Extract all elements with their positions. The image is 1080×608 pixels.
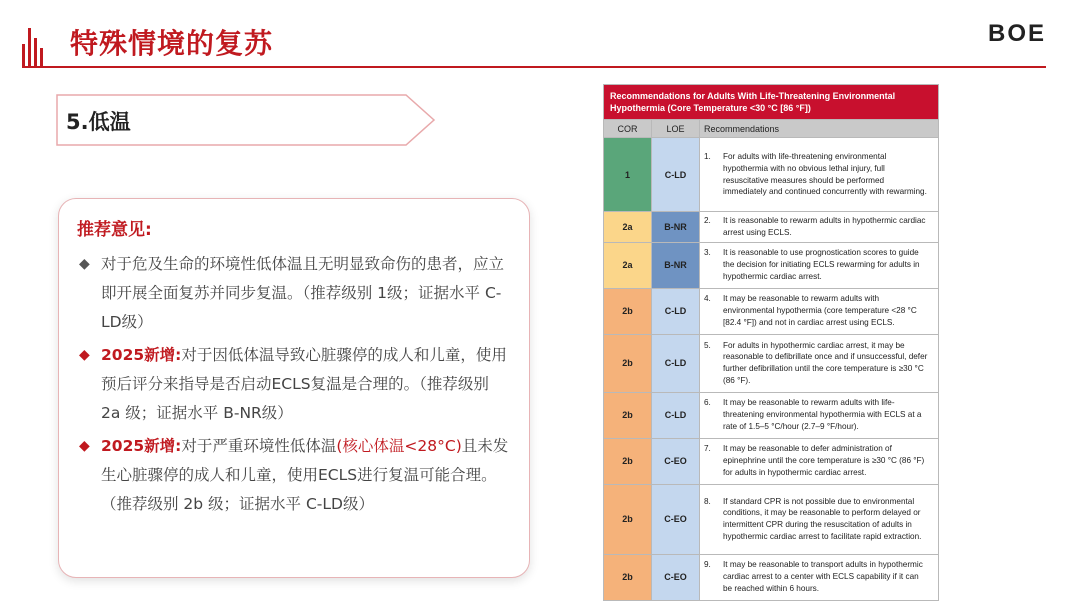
loe-cell: C-EO	[652, 554, 700, 600]
table-row	[604, 334, 939, 392]
loe-cell: B-NR	[652, 242, 700, 288]
new-badge: 2025新增:	[101, 346, 182, 364]
row-text: It may be reasonable to transport adults in hypothermic cardiac arrest to a center with ECLS capability if it can be reached within 6 hours.	[723, 560, 923, 593]
column-header-loe: LOE	[652, 120, 700, 138]
recommendation-cell	[700, 438, 939, 484]
logo-bars-icon	[22, 20, 50, 66]
cor-cell: 2b	[604, 288, 652, 334]
diamond-bullet-icon: ◆	[79, 256, 90, 272]
recommendation-cell	[700, 392, 939, 438]
section-tag	[56, 94, 436, 146]
row-number: 2.	[704, 216, 711, 225]
brand-logo: BOE	[987, 20, 1046, 47]
recommendation-cell	[700, 484, 939, 554]
list-item	[77, 432, 511, 519]
table-row	[604, 212, 939, 243]
highlight-text: (核心体温<28°C)	[336, 437, 462, 455]
loe-cell: C-LD	[652, 138, 700, 212]
row-number: 3.	[704, 248, 711, 258]
loe-cell: B-NR	[652, 212, 700, 243]
loe-cell: C-LD	[652, 288, 700, 334]
cor-cell: 2b	[604, 334, 652, 392]
cor-cell: 2a	[604, 212, 652, 243]
cor-cell: 2b	[604, 438, 652, 484]
recommendation-cell	[700, 288, 939, 334]
row-number: 6.	[704, 398, 711, 408]
recommendation-cell	[700, 554, 939, 600]
item-text: 对于严重环境性低体温	[181, 437, 337, 455]
recommendation-cell	[700, 212, 939, 243]
column-header-cor: COR	[604, 120, 652, 138]
cor-cell: 2a	[604, 242, 652, 288]
cor-cell: 2b	[604, 484, 652, 554]
card-title: 推荐意见:	[77, 220, 152, 240]
row-number: 9.	[704, 560, 711, 570]
loe-cell: C-LD	[652, 334, 700, 392]
row-text: It may be reasonable to rewarm adults with environmental hypothermia (core temperature <28 °C [82.4 °F]) and not in cardiac arrest using ECLS.	[723, 294, 917, 327]
table-row	[604, 484, 939, 554]
item-text: 对于因低体温导致心脏骤停的成人和儿童，使用预后评分来指导是否启动ECLS复温是合理的。（推荐级别 2a 级；证据水平 B-NR级）	[101, 346, 507, 422]
item-text: 对于危及生命的环境性低体温且无明显致命伤的患者，应立即开展全面复苏并同步复温。（推荐级别 1级；证据水平 C-LD级）	[101, 255, 505, 331]
section-label: 5.低温	[66, 110, 131, 134]
row-text: It is reasonable to rewarm adults in hypothermic cardiac arrest using ECLS.	[723, 216, 926, 237]
row-text: It may be reasonable to rewarm adults with life-threatening environmental hypothermia with ECLS at a rate of 1.5–5 °C/hour (2.7–9 °F/hour).	[723, 398, 922, 431]
loe-cell: C-EO	[652, 438, 700, 484]
item-text: 且未发生心脏骤停的成人和儿童，使用ECLS进行复温可能合理。（推荐级别 2b 级；证据水平 C-LD级）	[101, 437, 509, 513]
diamond-bullet-icon: ◆	[79, 347, 90, 363]
loe-cell: C-EO	[652, 484, 700, 554]
column-header-recommendations: Recommendations	[700, 120, 939, 138]
table-caption: Recommendations for Adults With Life-Threatening Environmental Hypothermia (Core Temperature <30 °C [86 °F])	[604, 85, 939, 120]
page-title: 特殊情境的复苏	[70, 27, 274, 60]
row-number: 4.	[704, 294, 711, 304]
cor-cell: 1	[604, 138, 652, 212]
table-row	[604, 392, 939, 438]
table-row	[604, 554, 939, 600]
recommendations-table	[603, 84, 939, 601]
recommendation-card	[58, 198, 530, 578]
cor-cell: 2b	[604, 554, 652, 600]
recommendation-cell	[700, 138, 939, 212]
table-header-row	[604, 120, 939, 138]
diamond-bullet-icon: ◆	[79, 438, 90, 454]
list-item	[77, 341, 511, 428]
row-number: 8.	[704, 496, 711, 506]
row-text: For adults with life-threatening environmental hypothermia with no obvious lethal injury, full resuscitative measures should be performed immediately and continued concurrently with rewarming.	[723, 151, 927, 197]
list-item	[77, 250, 511, 337]
row-text: It may be reasonable to defer administration of epinephrine until the core temperature is ≥30 °C (86 °F) for adults in hypothermic cardiac arrest.	[723, 444, 925, 477]
cor-cell: 2b	[604, 392, 652, 438]
table-row	[604, 138, 939, 212]
header-divider	[22, 66, 1046, 68]
recommendation-cell	[700, 334, 939, 392]
row-text: It is reasonable to use prognostication scores to guide the decision for initiating ECLS rewarming for adults in hypothermic cardiac arrest.	[723, 248, 920, 281]
table-row	[604, 438, 939, 484]
recommendation-cell	[700, 242, 939, 288]
new-badge: 2025新增:	[101, 437, 182, 455]
row-number: 5.	[704, 340, 711, 350]
row-number: 7.	[704, 444, 711, 454]
loe-cell: C-LD	[652, 392, 700, 438]
row-text: If standard CPR is not possible due to environmental conditions, it may be reasonable to perform delayed or intermittent CPR during the resuscitation of adults in hypothermic cardiac arrest to facilitate rapid extraction.	[723, 496, 922, 541]
row-text: For adults in hypothermic cardiac arrest, it may be reasonable to defibrillate once and if unsuccessful, defer further defibrillation until the core temperature is ≥30 °C (86 °F).	[723, 340, 928, 385]
row-number: 1.	[704, 151, 711, 161]
table-row	[604, 242, 939, 288]
table-row	[604, 288, 939, 334]
